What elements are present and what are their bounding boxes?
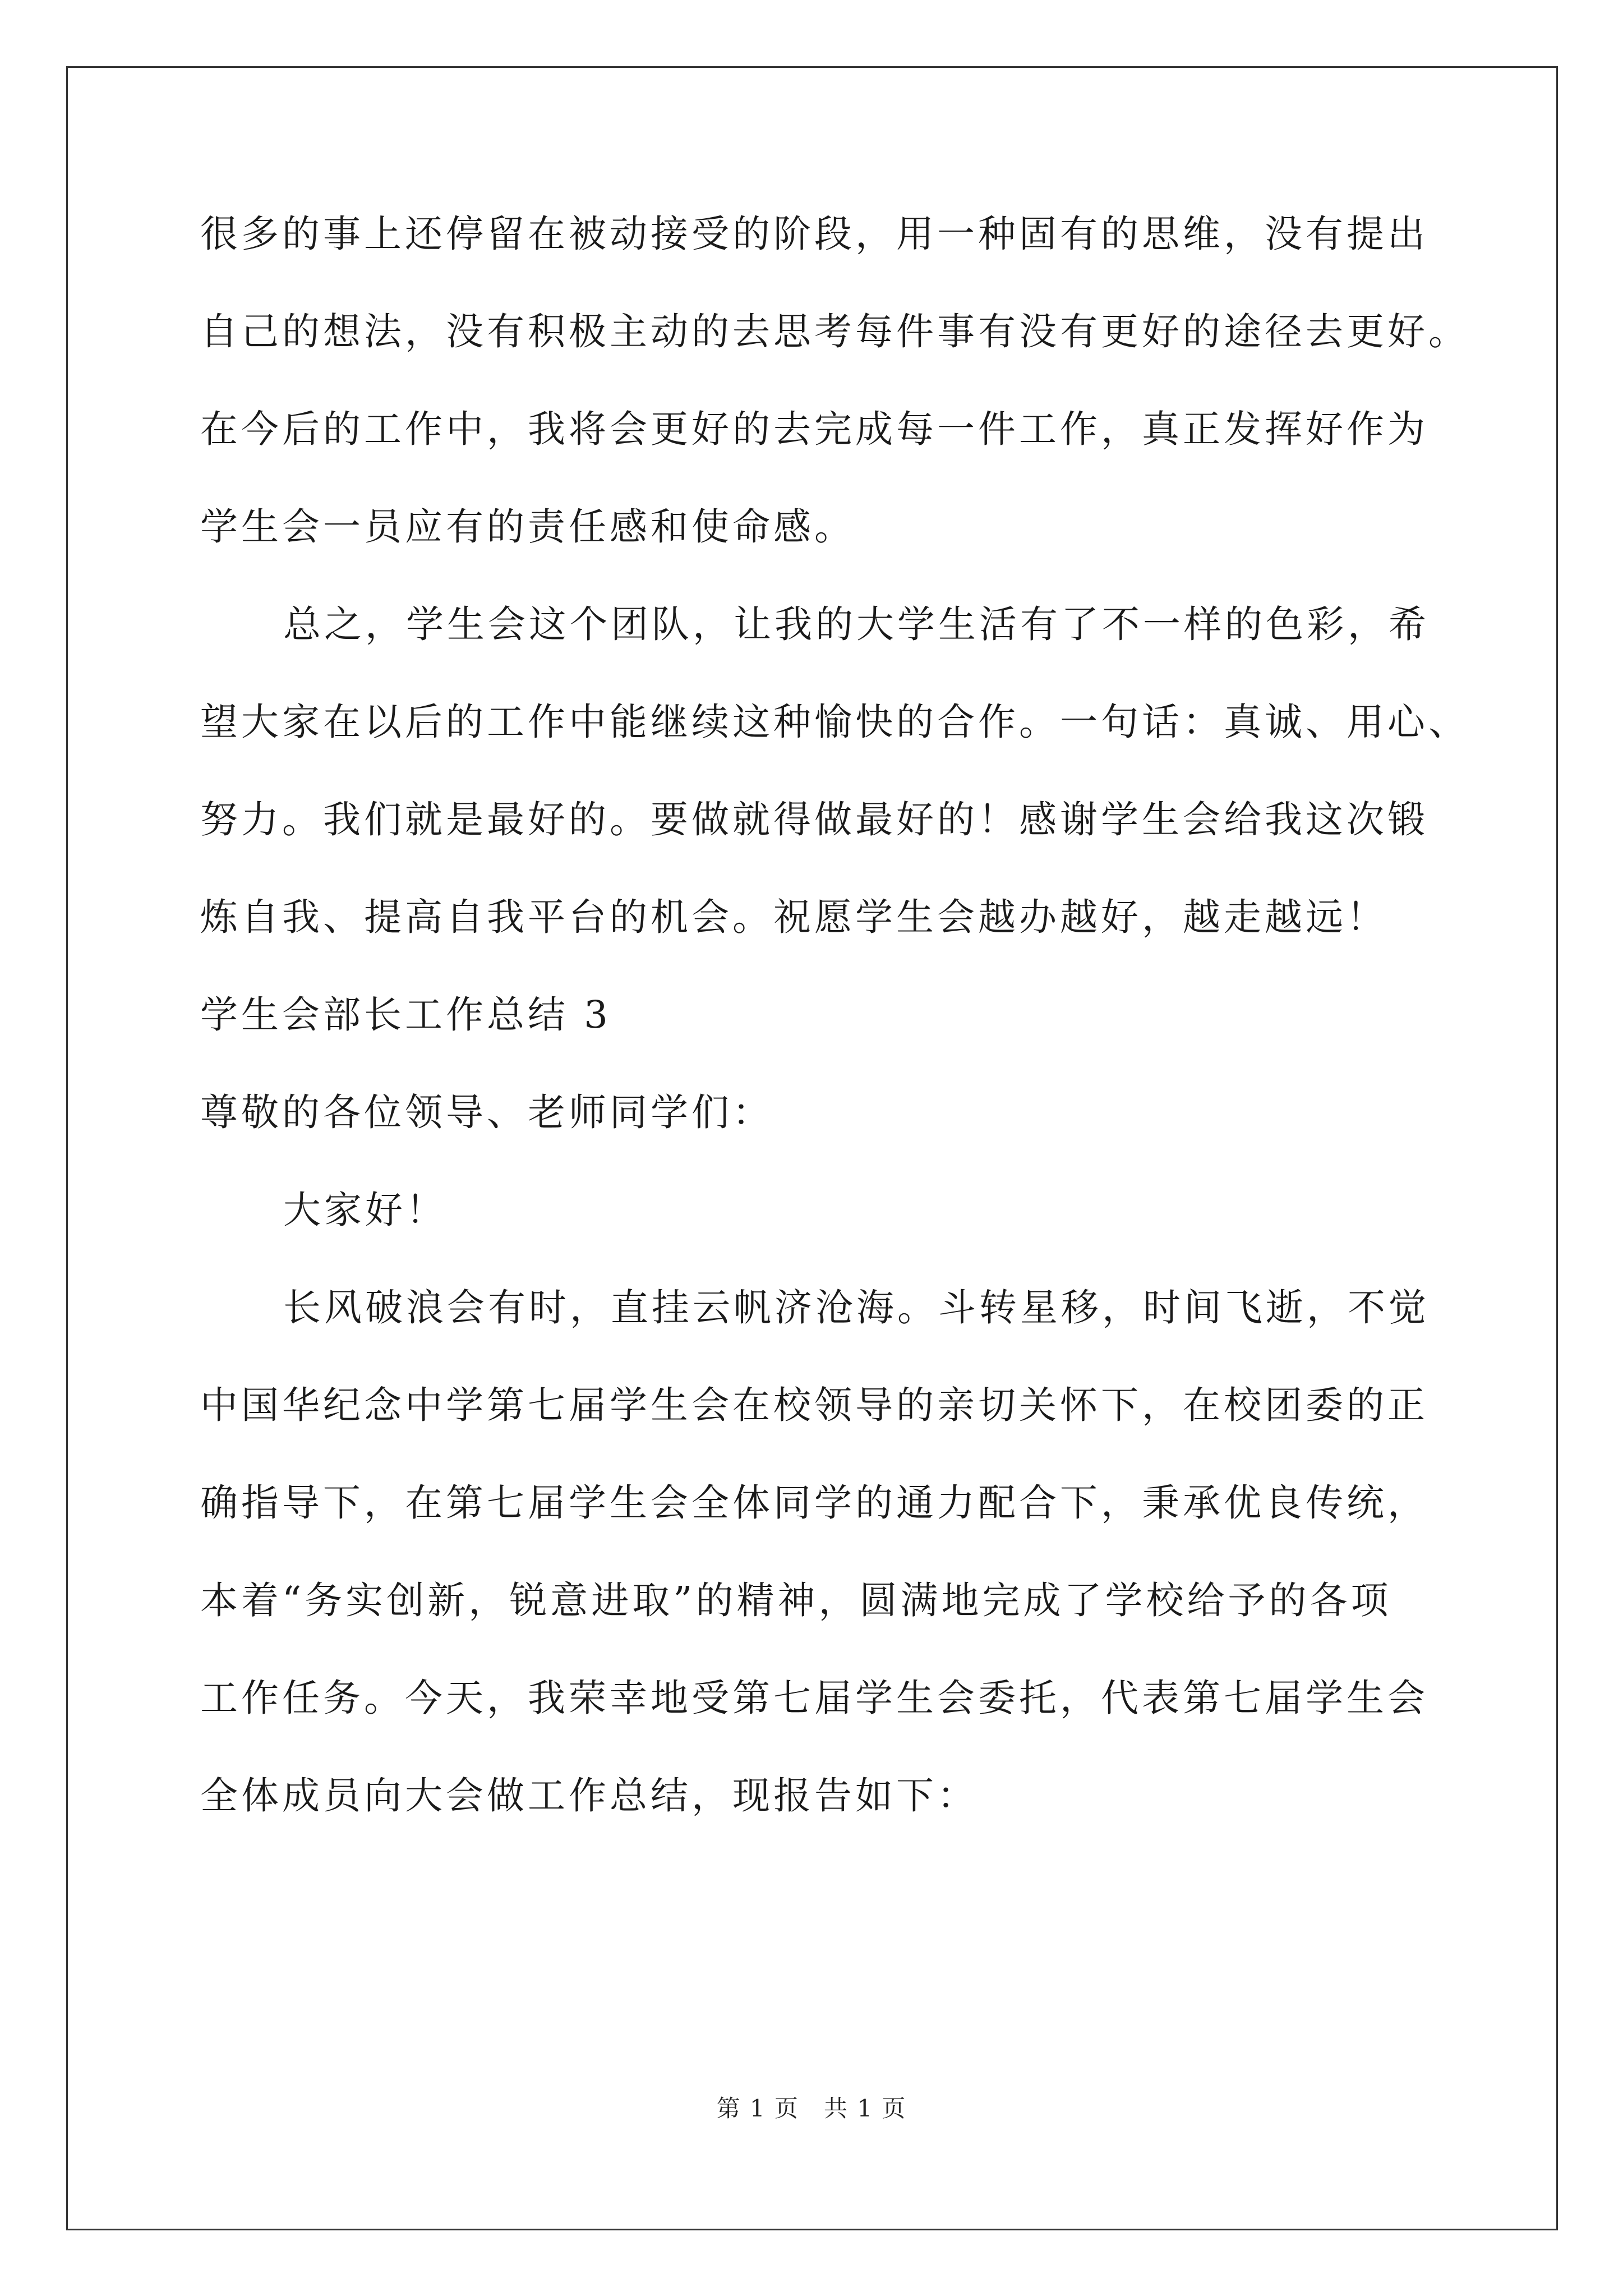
text-line: 学生会一员应有的责任感和使命感。 <box>200 505 855 549</box>
text-line: 工作任务。今天，我荣幸地受第七届学生会委托，代表第七届学生会 <box>200 1676 1428 1720</box>
text-line: 本着“务实创新，锐意进取”的精神，圆满地完成了学校给予的各项 <box>200 1579 1392 1622</box>
salutation: 尊敬的各位领导、老师同学们： <box>200 1091 773 1134</box>
page-number: 第 1 页 <box>716 2095 799 2122</box>
text-line: 确指导下，在第七届学生会全体同学的通力配合下，秉承优良传统， <box>200 1481 1428 1525</box>
page-total: 共 1 页 <box>824 2095 907 2122</box>
text-line: 总之，学生会这个团队，让我的大学生活有了不一样的色彩，希 <box>283 602 1430 646</box>
section-heading: 学生会部长工作总结 3 <box>200 993 611 1037</box>
text-line: 全体成员向大会做工作总结，现报告如下： <box>200 1774 978 1818</box>
text-line: 努力。我们就是最好的。要做就得做最好的！感谢学生会给我这次锻 <box>200 798 1428 841</box>
text-line: 很多的事上还停留在被动接受的阶段，用一种固有的思维，没有提出 <box>200 212 1428 256</box>
document-body <box>200 212 1469 1875</box>
page-footer <box>0 2097 1623 2120</box>
text-line: 中国华纪念中学第七届学生会在校领导的亲切关怀下，在校团委的正 <box>200 1383 1428 1427</box>
text-line: 在今后的工作中，我将会更好的去完成每一件工作，真正发挥好作为 <box>200 407 1428 451</box>
greeting: 大家好！ <box>283 1188 447 1232</box>
text-line: 望大家在以后的工作中能继续这种愉快的合作。一句话：真诚、用心、 <box>200 700 1469 744</box>
text-line: 炼自我、提高自我平台的机会。祝愿学生会越办越好，越走越远！ <box>200 895 1387 939</box>
text-line: 长风破浪会有时，直挂云帆济沧海。斗转星移，时间飞逝，不觉 <box>283 1286 1430 1329</box>
text-line: 自己的想法，没有积极主动的去思考每件事有没有更好的途径去更好。 <box>200 310 1469 353</box>
